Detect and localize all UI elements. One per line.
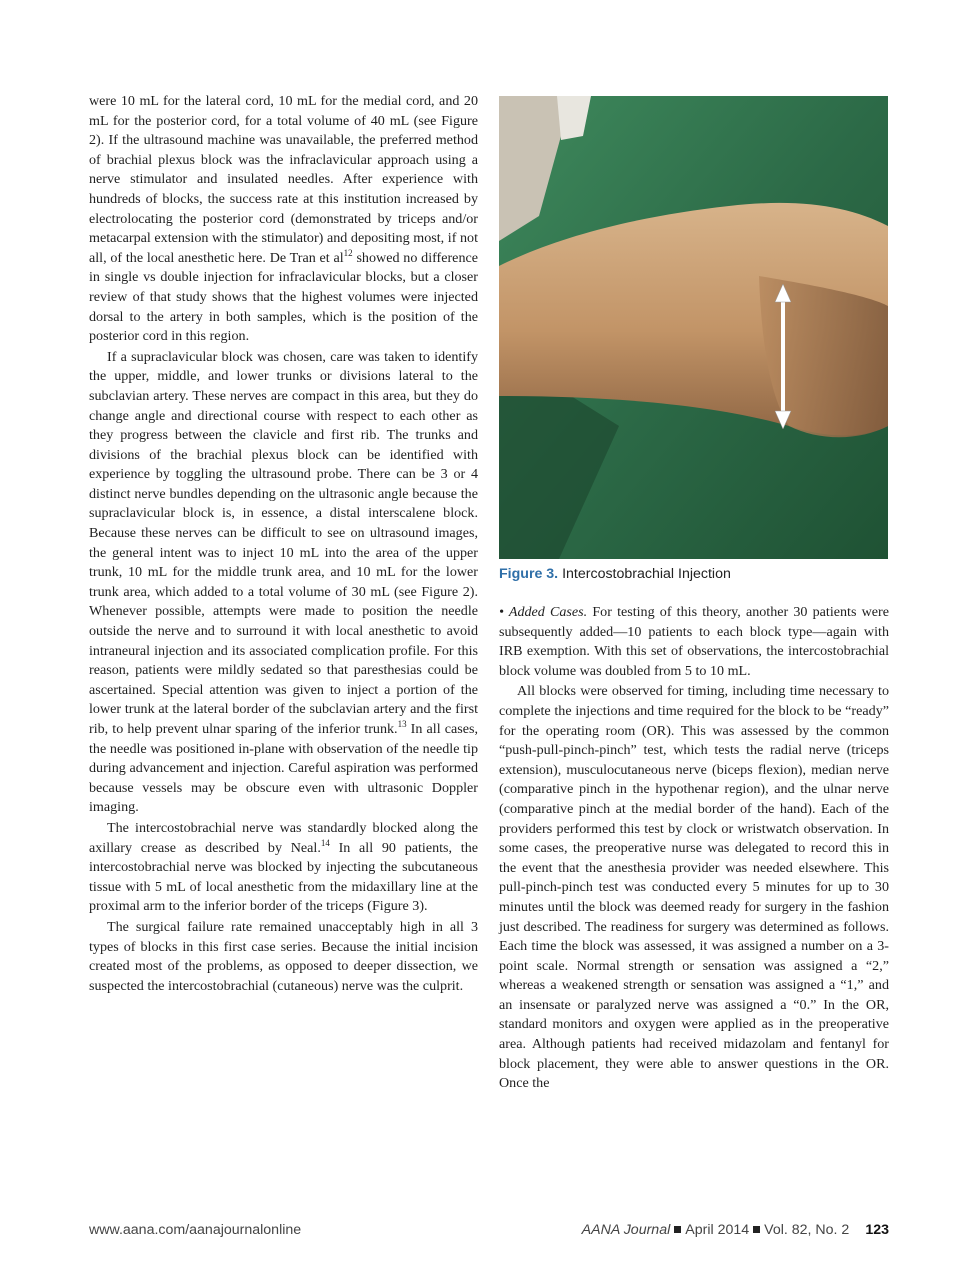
journal-name: AANA Journal — [581, 1222, 671, 1238]
arm-photo-illustration — [499, 96, 888, 559]
figure-title: Intercostobrachial Injection — [562, 566, 731, 582]
page-number: 123 — [865, 1222, 889, 1238]
added-cases-heading: • Added Cases. — [499, 604, 588, 620]
page-footer — [89, 1222, 889, 1242]
paragraph-cord-volumes: were 10 mL for the lateral cord, 10 mL for the medial cord, and 20 mL for the posterior cord, for a total volume of 40 mL (see Figure 2). If the ultrasound machine was unavailable, the preferred method of brachial plexus block was the infraclavicular approach using a nerve stimulator and insulated needles. After experience with hundreds of blocks, the success rate at this institution increased by electrolocating the posterior cord (demonstrated by triceps and/or metacarpal extension with the stimulator) and depositing most, if not all, of the local anesthetic here. De Tran et $al^{12}$ showed no difference in single vs double injection for infraclavicular blocks, but a closer review of that study shows that the highest volumes were injected dorsal to the artery in both samples, which is the position of the posterior cord in this region. — [89, 93, 478, 345]
figure-caption — [499, 566, 889, 582]
paragraph-failure-rate: The surgical failure rate remained unacceptably high in all 3 types of blocks in this first case series. Because the initial incision created most of the problems, as opposed to deeper dissection, we suspected the intercostobrachial (cutaneous) nerve was the culprit. — [89, 918, 478, 994]
paragraph-added-cases: • Added Cases. For testing of this theory, another 30 patients were subsequently added—10 patients to each block type—again with IRB exemption. With this set of observations, the intercostobrachial block volume was doubled from 5 to 10 mL. — [499, 604, 889, 679]
volume-number: Vol. 82, No. 2 — [764, 1222, 850, 1238]
paragraph-block-timing: All blocks were observed for timing, including time necessary to complete the injections and time required for the block to be “ready” for the operating room (OR). This was assessed by the common “push-pull-pinch-pinch” test, which tests the radial nerve (triceps extension), musculocutaneous nerve (biceps flexion), median nerve (comparative pinch in the hypothenar region), and the ulnar nerve (comparative pinch at the medial border of the hand). Each of the providers performed this test by clock or wristwatch observation. In some cases, the preoperative nurse was delegated to record this in the event that the anesthesia provider was needed elsewhere. This pull-pinch-pinch test was conducted every 5 minutes for up to 30 minutes until the block was deemed ready for surgery in the fashion just described. The readiness for surgery was determined as follows. Each time the block was assessed, it was assigned a number on a 3-point scale. Normal strength or sensation was assigned a “2,” whereas a weakened strength or sensation was assigned a “1,” and an insensate or paralyzed nerve was assigned a “0.” In the OR, standard monitors and oxygen were applied as in the preoperative area. Although patients had received midazolam and fentanyl for block placement, they were able to answer questions in the OR. Once the — [499, 683, 889, 1092]
journal-citation — [582, 1222, 889, 1238]
square-bullet-icon — [753, 1226, 760, 1233]
citation-14: 14 — [320, 837, 330, 848]
paragraph-supraclavicular: If a supraclavicular block was chosen, care was taken to identify the upper, middle, and lower trunks or divisions lateral to the subclavian artery. These nerves are compact in this area, but they do change angle and directional course with respect to each other as they progress between the clavicle and first rib. The trunks and divisions of the brachial plexus block can be identified with experience by toggling the ultrasound probe. There can be 3 or 4 distinct nerve bundles depending on the ultrasonic angle because the supraclavicular block is, in essence, a distal interscalene block. Because these nerves can be difficult to see on ultrasound images, the general intent was to inject 10 mL into the area of the upper trunk, 10 mL for the middle trunk area, and 10 mL for the lower trunk area, which added to a total volume of 30 mL (see Figure 2). Whenever possible, attempts were made to position the needle outside the nerve and to surround it with local anesthetic to avoid intraneural injection and its associated complication profile. For this reason, patients were mildly sedated so that paresthesias could be ascertained. Special attention was given to inject a portion of the lower trunk at the lateral border of the subclavian artery and the first rib, to help prevent ulnar sparing of the inferior trunk.$^{13}$ In all cases, the needle was positioned in-plane with observation of the needle tip during advancement and injection. Careful aspiration was performed because vessels may be obscure even with ultrasonic Doppler imaging. — [89, 348, 478, 816]
paragraph-intercostobrachial: The intercostobrachial nerve was standardly blocked along the axillary crease as described by Neal.$^{14}$ In all 90 patients, the intercostobrachial nerve was blocked by injecting the subcutaneous tissue with 5 mL of local anesthetic from the midaxillary line at the proximal arm to the inferior border of the triceps (Figure 3). — [89, 819, 478, 915]
square-bullet-icon — [674, 1226, 681, 1233]
right-column — [499, 603, 889, 1094]
citation-12: 12 — [343, 247, 353, 258]
figure-3-photo — [499, 96, 888, 559]
issue-date: April 2014 — [685, 1222, 750, 1238]
citation-13: 13 — [397, 719, 407, 729]
journal-url: www.aana.com/aanajournalonline — [89, 1222, 302, 1238]
figure-label: Figure 3. — [499, 566, 559, 582]
left-column — [89, 92, 478, 996]
